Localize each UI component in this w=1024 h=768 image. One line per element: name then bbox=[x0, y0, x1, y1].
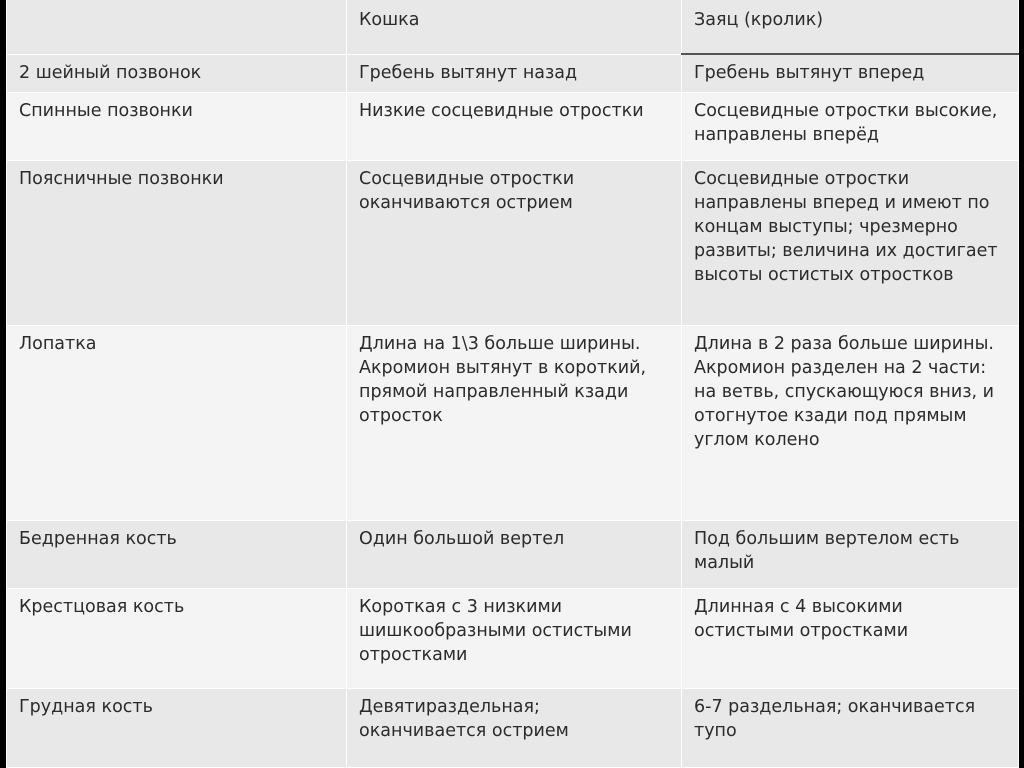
table-row bbox=[7, 520, 1019, 588]
header-cell-empty bbox=[7, 0, 347, 54]
rabbit-cell: Длинная с 4 высокими остистыми отростками bbox=[682, 588, 1019, 688]
table-row bbox=[7, 160, 1019, 325]
rabbit-cell: 6-7 раздельная; оканчивается тупо bbox=[682, 688, 1019, 767]
row-label: Бедренная кость bbox=[7, 520, 347, 588]
rabbit-cell: Длина в 2 раза больше ширины. Акромион разделен на 2 части: на ветвь, спускающуюся вниз, и отогнутое кзади под прямым углом колено bbox=[682, 325, 1019, 520]
table-row bbox=[7, 54, 1019, 92]
table-row bbox=[7, 688, 1019, 767]
table-row bbox=[7, 588, 1019, 688]
rabbit-cell: Под большим вертелом есть малый bbox=[682, 520, 1019, 588]
header-cell-rabbit: Заяц (кролик) bbox=[682, 0, 1019, 54]
row-label: Крестцовая кость bbox=[7, 588, 347, 688]
rabbit-cell: Сосцевидные отростки направлены вперед и имеют по концам выступы; чрезмерно развиты; величина их достигает высоты остистых отростков bbox=[682, 160, 1019, 325]
rabbit-cell: Гребень вытянут вперед bbox=[682, 54, 1019, 92]
cat-cell: Короткая с 3 низкими шишкообразными остистыми отростками bbox=[347, 588, 682, 688]
comparison-table bbox=[6, 0, 1019, 768]
table-header-row bbox=[7, 0, 1019, 54]
row-label: Грудная кость bbox=[7, 688, 347, 767]
row-label: 2 шейный позвонок bbox=[7, 54, 347, 92]
cat-cell: Низкие сосцевидные отростки bbox=[347, 92, 682, 160]
row-label: Лопатка bbox=[7, 325, 347, 520]
table-row bbox=[7, 325, 1019, 520]
cat-cell: Длина на 1\3 больше ширины. Акромион вытянут в короткий, прямой направленный кзади отросток bbox=[347, 325, 682, 520]
rabbit-cell: Сосцевидные отростки высокие, направлены вперёд bbox=[682, 92, 1019, 160]
table-row bbox=[7, 92, 1019, 160]
cat-cell: Один большой вертел bbox=[347, 520, 682, 588]
header-cell-cat: Кошка bbox=[347, 0, 682, 54]
cat-cell: Сосцевидные отростки оканчиваются острием bbox=[347, 160, 682, 325]
row-label: Спинные позвонки bbox=[7, 92, 347, 160]
cat-cell: Девятираздельная; оканчивается острием bbox=[347, 688, 682, 767]
row-label: Поясничные позвонки bbox=[7, 160, 347, 325]
cat-cell: Гребень вытянут назад bbox=[347, 54, 682, 92]
